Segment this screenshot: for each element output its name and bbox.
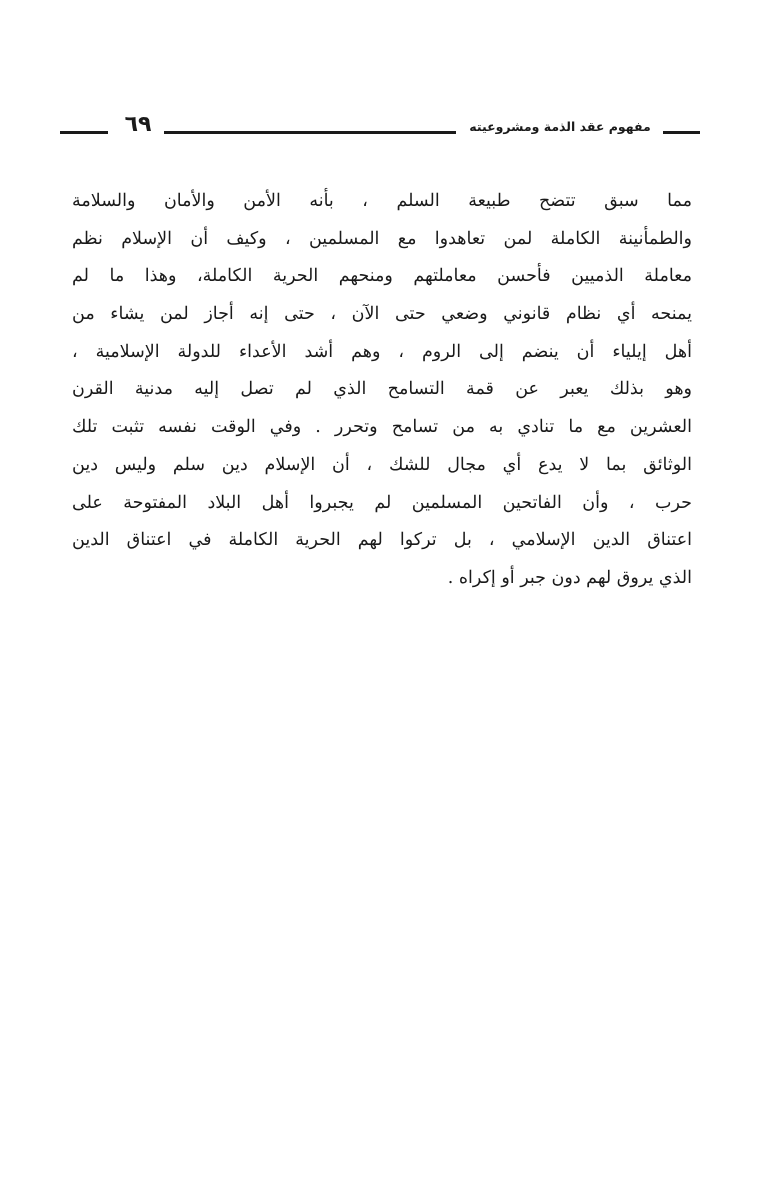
body-paragraph — [72, 183, 692, 598]
page-header — [60, 112, 700, 142]
text-line-5: أهل إيلياء أن ينضم إلى الروم ، وهم أشد الأعداء للدولة الإسلامية ، — [72, 341, 692, 362]
text-line-9: حرب ، وأن الفاتحين المسلمين لم يجبروا أهل البلاد المفتوحة على — [72, 492, 692, 513]
header-rule-left — [60, 131, 108, 134]
text-line-8: الوثائق بما لا يدع أي مجال للشك ، أن الإسلام دين سلم وليس دين — [72, 454, 692, 475]
text-line-7: العشرين مع ما تنادي به من تسامح وتحرر . وفي الوقت نفسه تثبت تلك — [72, 417, 692, 438]
text-line-3: معاملة الذميين فأحسن معاملتهم ومنحهم الحرية الكاملة، وهذا ما لم — [72, 266, 692, 287]
running-title: مفهوم عقد الذمة ومشروعيته — [469, 119, 651, 134]
text-line-2: والطمأنينة الكاملة لمن تعاهدوا مع المسلمين ، وكيف أن الإسلام نظم — [72, 228, 692, 249]
text-line-1: مما سبق تتضح طبيعة السلم ، بأنه الأمن والأمان والسلامة — [72, 191, 692, 211]
header-rule-right — [663, 131, 700, 134]
page-number: ٦٩ — [124, 112, 152, 137]
text-line-10: اعتناق الدين الإسلامي ، بل تركوا لهم الحرية الكاملة في اعتناق الدين — [72, 530, 692, 551]
header-rule-middle — [164, 131, 456, 134]
text-line-11: الذي يروق لهم دون جبر أو إكراه . — [447, 567, 692, 588]
text-line-6: وهو بذلك يعبر عن قمة التسامح الذي لم تصل إليه مدنية القرن — [72, 379, 692, 400]
text-line-4: يمنحه أي نظام قانوني وضعي حتى الآن ، حتى إنه أجاز لمن يشاء من — [72, 304, 692, 325]
